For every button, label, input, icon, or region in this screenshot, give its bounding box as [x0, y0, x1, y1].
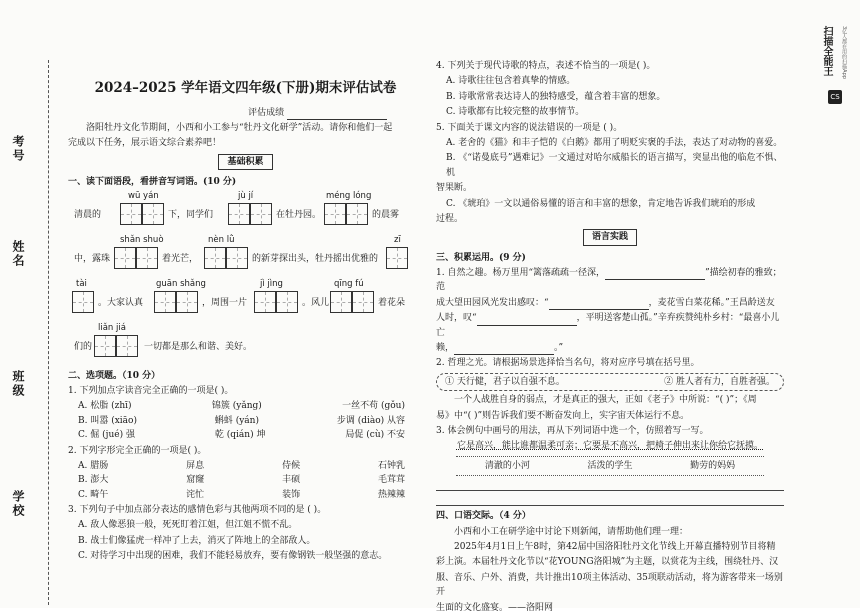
word-choices: 清澈的小河 活泼的学生 勤劳的妈妈 — [456, 456, 764, 476]
pinyin-row-1: wū yán 清晨的 下，同学们 jù jí 在牡丹园。 méng lóng 的晨雾 — [68, 190, 423, 234]
s4-c: C. 诗歌都有比较完整的故事情节。 — [446, 107, 585, 118]
q4-l2: 2025年4月1日上午8时，第42届中国洛阳牡丹文化节线上开幕直播特别节目将精 — [454, 541, 776, 552]
q3-l5: 2. 哲理之光。请根据场景选择恰当名句，将对应序号填在括号里。 — [436, 358, 700, 369]
left-column — [68, 78, 423, 565]
write-box[interactable] — [136, 247, 158, 269]
write-box[interactable] — [346, 203, 368, 225]
q3-l2: 成大望田园风光发出感叹：“ ，麦花雪白菜花稀。”王昌龄送友 — [436, 296, 784, 310]
write-box[interactable] — [254, 291, 276, 313]
answer-blank[interactable] — [549, 300, 649, 310]
write-box[interactable] — [176, 291, 198, 313]
write-box[interactable] — [72, 291, 94, 313]
binding-margin — [0, 0, 62, 608]
write-box[interactable] — [330, 291, 352, 313]
q2-s1-c: C. 倔 (jué) 强 乾 (qián) 坤 局促 (cù) 不安 — [78, 430, 405, 441]
intro-line-1: 洛阳牡丹文化节期间，小西和小工参与“牡丹文化研学”活动。请你和他们一起 — [86, 122, 393, 133]
binding-cut-line — [48, 60, 49, 605]
q1-heading: 一、读下面语段，看拼音写词语。(10 分) — [68, 177, 237, 188]
q2-s2-a: A. 腊肠 屏息 侍候 石钟乳 — [78, 460, 405, 471]
s5-c2: 过程。 — [436, 213, 464, 224]
s5-stem: 5. 下面关于课文内容的说法错误的一项是 ( )。 — [436, 122, 623, 133]
q3-l7: 易》中“( )”则告诉我们要不断奋发向上，实字宙天体运行不息。 — [436, 410, 690, 421]
q2-s2-c: C. 畸午 诧忙 装饰 热辣辣 — [78, 489, 405, 500]
q2-s1-stem: 1. 下列加点字读音完全正确的一项是( )。 — [68, 385, 234, 396]
intro-line-2: 完成以下任务，展示语文综合素养吧！ — [68, 138, 222, 149]
s5-b1: B. 《“诺曼底号”遇难记》一文通过对哈尔威船长的语言描写，突显出他的临危不惧、机 — [446, 153, 783, 178]
cs-logo-icon: CS — [828, 90, 842, 104]
q4-l1: 小西和小工在研学途中讨论下则新闻，请帮助他们理一理： — [454, 526, 689, 537]
s4-a: A. 诗歌往往包含着真挚的情感。 — [446, 76, 576, 87]
write-box[interactable] — [114, 247, 136, 269]
q3-heading: 三、积累运用。(9 分) — [436, 252, 526, 263]
write-box[interactable] — [204, 247, 226, 269]
pinyin-row-2: 中，露珠 shǎn shuò 着光芒， nèn lǜ 的新芽探出头，牡丹摇出优雅的 zī — [68, 234, 423, 278]
s4-b: B. 诗歌常常表达诗人的独特感受，蕴含着丰富的想象。 — [446, 91, 666, 102]
s5-b2: 智果断。 — [436, 183, 473, 194]
q2-s3-stem: 3. 下列句子中加点部分表达的感情色彩与其他两项不同的是 ( )。 — [68, 505, 327, 516]
exam-title: 2024–2025 学年语文四年级(下册)期末评估试卷 — [94, 80, 397, 96]
s5-c1: C. 《琥珀》一文以通俗易懂的语言和丰富的想象，肯定地告诉我们琥珀的形成 — [446, 198, 756, 209]
write-box[interactable] — [142, 203, 164, 225]
answer-line[interactable] — [436, 493, 784, 506]
answer-blank[interactable] — [605, 270, 705, 280]
q2-heading: 二、选项题。（10 分） — [68, 370, 161, 381]
q2-s3-b: B. 战士们像猛虎一样冲了上去，消灭了阵地上的全部敌人。 — [78, 535, 316, 546]
q2-s1-a: A. 松脂 (zhī) 锦簇 (yǎng) 一丝不苟 (gǒu) — [78, 401, 405, 412]
write-box[interactable] — [228, 203, 250, 225]
class-label: 班级 — [11, 370, 25, 398]
q3-l4: 赖， 。” — [436, 341, 784, 355]
q3-l3: 人时，叹“ ，平明送客楚山孤。”辛弃疾赞纯朴乡村：“最喜小儿亡 — [436, 313, 780, 338]
write-box[interactable] — [116, 335, 138, 357]
q2-s2-b: B. 澎大 窟窿 丰硕 毛茸茸 — [78, 475, 405, 486]
s5-a: A. 老舍的《猫》和丰子恺的《白鹅》都用了明贬实褒的手法，表达了对动物的喜爱。 — [446, 137, 783, 148]
write-box[interactable] — [250, 203, 272, 225]
right-column — [436, 58, 784, 616]
scanner-watermark — [821, 12, 854, 122]
brand-sub: 3亿人都在用的扫描App — [841, 26, 847, 79]
q2-s3-a: A. 敌人像恶狼一般，死死盯着江姐，但江姐不慌不乱。 — [78, 520, 298, 531]
write-box[interactable] — [276, 291, 298, 313]
write-box[interactable] — [324, 203, 346, 225]
section-basic: 基础积累 — [218, 154, 272, 170]
q2-s1-b: B. 叫嚣 (xiāo) 蝌蚪 (yán) 步调 (diào) 从容 — [78, 415, 405, 426]
brand-name: 扫描全能王 — [821, 26, 832, 76]
answer-blank[interactable] — [454, 345, 554, 355]
q3-l6: 一个人战胜自身的弱点，才是真正的强大，正如《老子》中所说：“( )”；《周 — [454, 395, 757, 406]
write-box[interactable] — [94, 335, 116, 357]
school-label: 学校 — [11, 490, 25, 518]
exam-number-label: 考号 — [11, 135, 25, 163]
s4-stem: 4. 下列关于现代诗歌的特点，表述不恰当的一项是( )。 — [436, 61, 656, 71]
write-box[interactable] — [386, 247, 408, 269]
q4-l3: 彩上演。本届牡丹文化节以“花YOUNG洛阳城”为主题，以赏花为主线，围绕牡丹、汉 — [436, 557, 779, 568]
q3-l1: 1. 自然之趣。杨万里用“篱落疏疏一径深， ”描绘初春的雅致；范 — [436, 268, 782, 293]
section-practice: 语言实践 — [583, 229, 637, 245]
score-field: 评估成绩 — [68, 106, 387, 120]
q2-s2-stem: 2. 下列字形完全正确的一项是( )。 — [68, 445, 207, 456]
q4-l5: 生面的文化盛宴。——洛阳网 — [436, 602, 554, 613]
q3-example: 它是高兴，能比谁都温柔可亲；它要是不高兴，把椅子伸出来让你给它抚摸。 — [456, 441, 763, 452]
q3-l8: 3. 体会例句中画号的用法，再从下列词语中选一个，仿照着写一写。 — [436, 425, 709, 436]
write-box[interactable] — [352, 291, 374, 313]
write-box[interactable] — [120, 203, 142, 225]
answer-blank[interactable] — [477, 316, 577, 326]
q4-l4: 服、音乐、户外、消费，共计推出10项主体活动、35项联动活动，将为游客带来一场别开 — [436, 572, 783, 598]
pinyin-row-3: tài 。大家认真 guān shǎng ，周围一片 jì jìng 。风儿 qīng fú 着花朵 — [68, 278, 423, 322]
answer-line[interactable] — [436, 478, 784, 491]
write-box[interactable] — [154, 291, 176, 313]
write-box[interactable] — [226, 247, 248, 269]
name-label: 姓名 — [11, 240, 25, 268]
q2-s3-c: C. 对待学习中出现的困难，我们不能轻易放弃，要有像钢铁一般坚强的意志。 — [78, 551, 388, 562]
q4-heading: 四、口语交际。（4 分） — [436, 511, 531, 522]
motto-options: ① 天行健，君子以自强不息。 ② 胜人者有力，自胜者强。 — [436, 373, 784, 391]
pinyin-row-4: liǎn jiá 们的 一切都是那么和谐、美好。 — [68, 322, 423, 366]
